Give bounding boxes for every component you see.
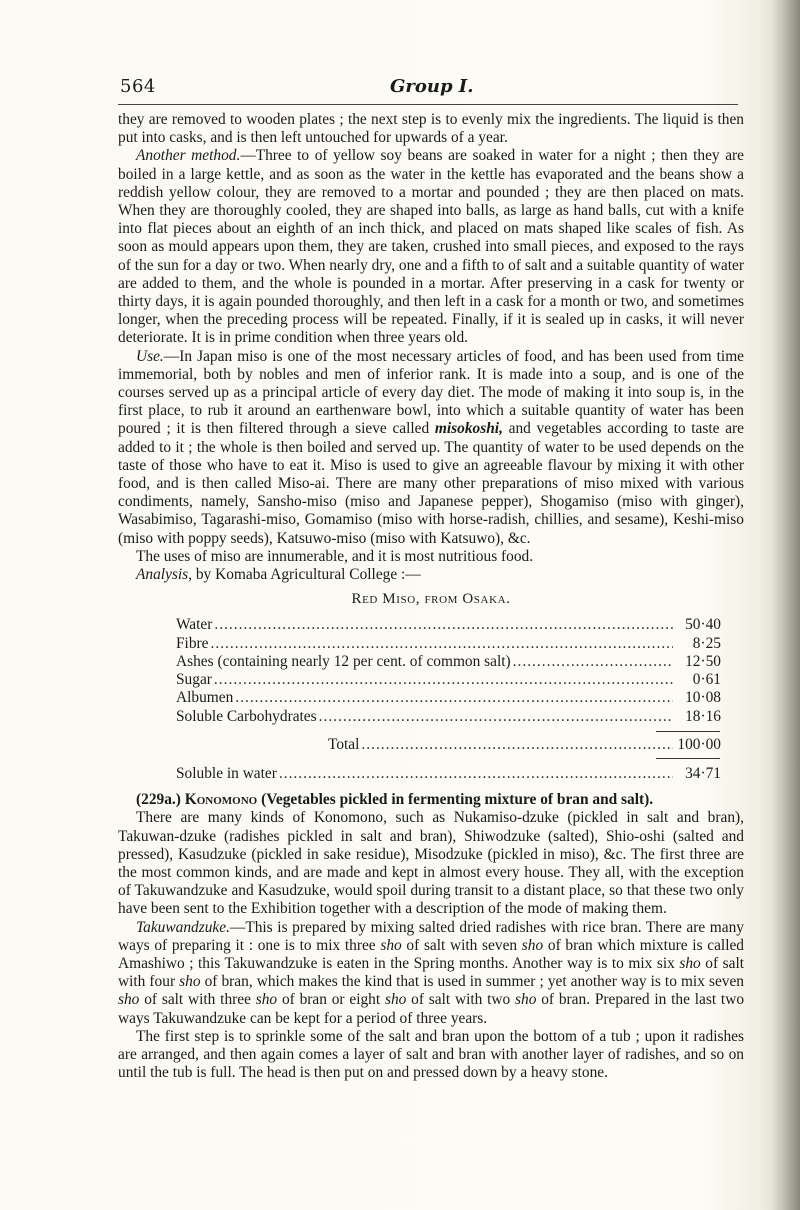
running-head: Group I. [390, 76, 474, 97]
leader-dots [513, 653, 673, 671]
table-row [176, 708, 721, 726]
takuwandzuke-text-c: of bran which mixture is called Amashiwo ; this Takuwandzuke is eaten in the Spring months. Another way is to mix six [118, 936, 744, 972]
takuwandzuke-text-i: of bran. Prepared in the last two ways Takuwandzuke can be kept for a period of three years. [118, 991, 745, 1027]
leader-dots [214, 616, 673, 634]
total-value: 100·00 [677, 735, 721, 753]
sho-unit: sho [380, 936, 402, 954]
leader-dots [279, 765, 673, 783]
row-value: 8·25 [692, 634, 721, 652]
section-subtitle: (Vegetables pickled in fermenting mixture of bran and salt). [261, 791, 654, 809]
another-method-label: Another method. [136, 147, 241, 165]
total-row [328, 736, 721, 754]
analysis-text: by Komaba Agricultural College :— [192, 566, 421, 584]
section-name: Konomono [184, 791, 258, 809]
takuwandzuke-text-e: of bran, which makes the kind that is used in summer ; yet another way is to mix seven [200, 973, 745, 991]
total-underline [656, 758, 720, 759]
sho-unit: sho [384, 991, 407, 1009]
takuwandzuke-text-h: of salt with two [406, 991, 516, 1009]
paragraph-another-method [118, 147, 744, 347]
leader-dots [319, 708, 673, 726]
leader-dots [361, 736, 673, 754]
sho-unit: sho [179, 973, 201, 991]
section-heading-229a [118, 791, 744, 809]
paragraph-uses: The uses of miso are innumerable, and it is most nutritious food. [136, 547, 534, 565]
use-text-a: —In Japan miso is one of the most necessary articles of food, and has been used from time immemorial, both by nobles and men of inferior rank. It is made into a soup, and is one of the courses served up as a principal article of every day diet. The mode of making it into soup is, in the first place, to rub it around an earthenware bowl, into which a suitable quantity of water has been poured ; it is then filtered through a sieve called [118, 347, 744, 438]
table-row [176, 653, 721, 671]
sho-unit: sho [255, 991, 278, 1009]
analysis-label: Analysis, [136, 566, 193, 584]
use-text-b: and vegetables according to taste are added to it ; the whole is then boiled and served up. The quantity of water to be used depends on the taste of those who have to eat it. Miso is used to give an agreeable flavour by mixing it with other food, and is then called Miso-ai. There are many other preparations of miso mixed with various condiments, namely, Sansho-miso (miso and Japanese pepper), Shogamiso (miso with ginger), Wasabimiso, Tagarashi-miso, Gomamiso (miso with horse-radish, chillies, and sesame), Keshi-miso (miso with poppy seeds), Katsuwo-miso (miso with Katsuwo), &c. [118, 420, 744, 547]
header-rule [118, 104, 738, 105]
takuwandzuke-text-d: of salt with four [118, 954, 744, 991]
misokoshi-term: misokoshi, [434, 420, 503, 438]
leader-dots [214, 671, 673, 689]
paragraph-first-step: The first step is to sprinkle some of the salt and bran upon the bottom of a tub ; upon it radishes are arranged, and then again comes a layer of salt and bran with another layer of radishes, and so on until the tub is full. The head is then put on and pressed down by a heavy stone. [118, 1027, 744, 1082]
page-header [120, 76, 740, 106]
paragraph-intro: they are removed to wooden plates ; the next step is to evenly mix the ingredients. The liquid is then put into casks, and is then left untouched for upwards of a year. [118, 111, 744, 147]
page-edge-shadow [772, 0, 800, 1210]
analysis-table-title: Red Miso, from Osaka. [351, 591, 511, 608]
row-label: Ashes (containing nearly 12 per cent. of common salt) [176, 652, 511, 670]
sho-unit: sho [118, 991, 140, 1009]
row-value: 0·61 [692, 671, 721, 689]
use-label: Use. [136, 347, 164, 365]
another-method-text: —Three to of yellow soy beans are soaked in water for a night ; then they are boiled in a large kettle, and as soon as the water in the kettle has evaporated and the beans show a reddish yellow colour, they are removed to a mortar and pounded ; they are then placed on mats. When they are thoroughly cooled, they are shaped into balls, as large as hand balls, cut with a knife into flat pieces about an eighth of an inch thick, and placed on mats shaped like scales of fish. As soon as mould appears upon them, they are taken, crushed into small pieces, and exposed to the rays of the sun for a day or two. When nearly dry, one and a fifth to of salt and a suitable quantity of water are added to them, and the whole is pounded in a mortar. After preserving in a cask for twenty or thirty days, it is again pounded thoroughly, and then left in a cask for a month or two, and sometimes longer, when the preceding process will be repeated. Finally, if it is sealed up in casks, it will never deteriorate. It is in prime condition when three years old. [118, 147, 744, 347]
table-row [176, 689, 721, 707]
table-row [176, 635, 721, 653]
paragraph-takuwandzuke [118, 919, 744, 1028]
row-label: Albumen [176, 689, 234, 707]
paragraph-analysis [118, 566, 744, 584]
sho-unit: sho [521, 936, 544, 954]
paragraph-konomono: There are many kinds of Konomono, such as Nukamiso-dzuke (pickled in salt and bran), Takuwan-dzuke (radishes pickled in salt and bran), Shiwodzuke (salted), Shio-oshi (salted and pressed), Kasudzuke (pickled in sake residue), Misodzuke (pickled in miso), &c. The first three are the most common kinds, and are made and kept in almost every house. They all, with the exception of Takuwandzuke and Kasudzuke, would spoil during transit to a distant place, so that these two only have been sent to the Exhibition together with a description of the mode of making them. [118, 809, 744, 918]
table-row [176, 671, 721, 689]
soluble-label: Soluble in water [176, 764, 277, 782]
section-number: (229a.) [136, 791, 181, 809]
page-number: 564 [120, 76, 156, 97]
row-value: 12·50 [685, 652, 721, 670]
row-label: Soluble Carbohydrates [176, 707, 317, 725]
takuwandzuke-text-b: of salt with seven [401, 936, 522, 954]
sum-rule [656, 731, 720, 732]
takuwandzuke-text-g: of bran or eight [277, 991, 385, 1009]
analysis-table [118, 616, 744, 783]
total-label: Total [328, 735, 360, 753]
takuwandzuke-text-f: of salt with three [139, 991, 256, 1009]
leader-dots [211, 635, 674, 653]
row-value: 50·40 [685, 616, 721, 634]
soluble-value: 34·71 [685, 764, 721, 782]
row-label: Sugar [176, 671, 212, 689]
paragraph-use [118, 348, 744, 548]
soluble-row [176, 765, 721, 783]
row-label: Water [176, 616, 213, 634]
row-value: 18·16 [685, 707, 721, 725]
sho-unit: sho [515, 991, 537, 1009]
table-row [176, 616, 721, 634]
takuwandzuke-label: Takuwandzuke. [136, 918, 230, 936]
leader-dots [235, 689, 673, 707]
takuwandzuke-text-a: —This is prepared by mixing salted dried radishes with rice bran. There are many ways of preparing it : one is to mix three [118, 918, 744, 954]
sho-unit: sho [679, 954, 701, 972]
row-label: Fibre [176, 634, 209, 652]
page-body [118, 111, 744, 1082]
row-value: 10·08 [685, 689, 721, 707]
